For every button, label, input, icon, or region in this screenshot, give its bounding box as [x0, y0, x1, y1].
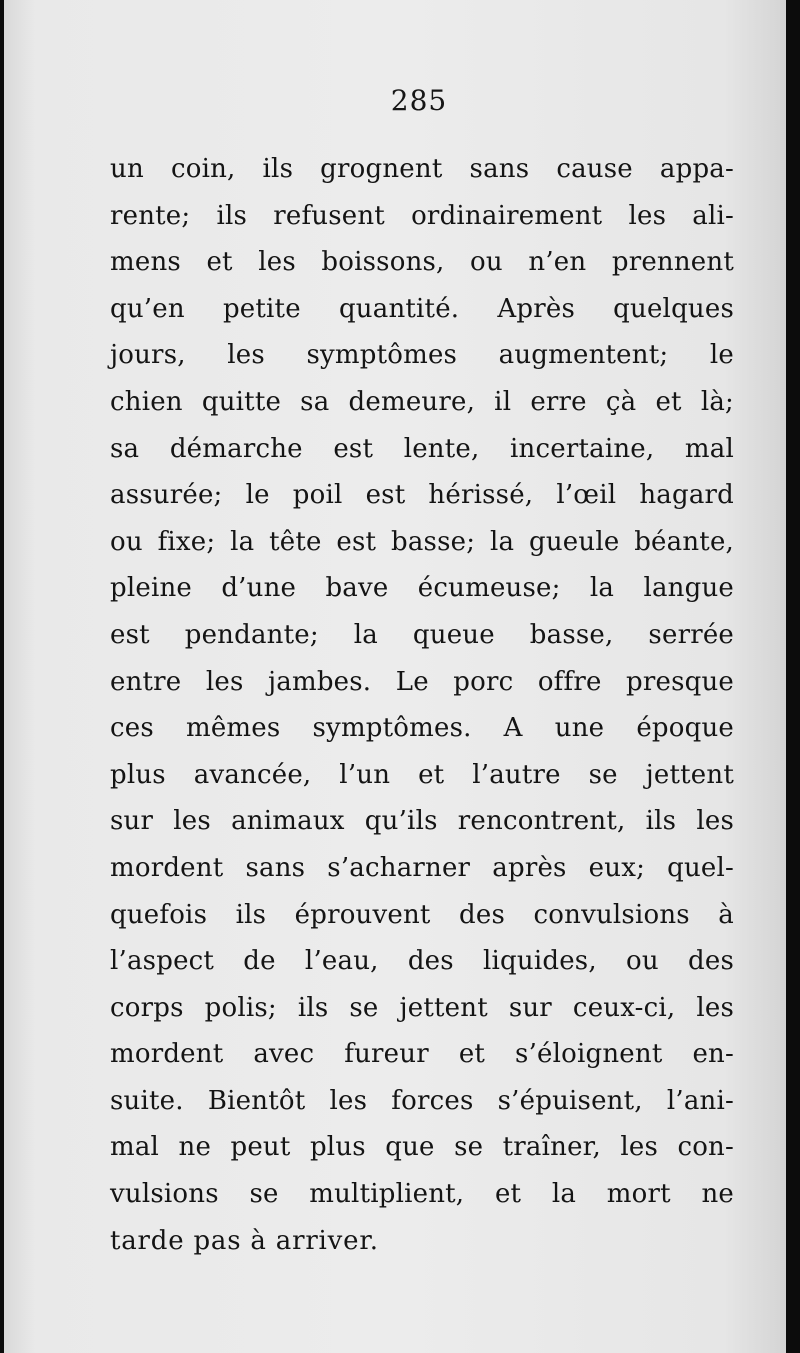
text-line: mal ne peut plus que se traîner, les con- — [110, 1132, 734, 1163]
text-line: l’aspect de l’eau, des liquides, ou des — [110, 946, 734, 977]
text-line: vulsions se multiplient, et la mort ne — [110, 1179, 734, 1210]
text-line: corps polis; ils se jettent sur ceux-ci, les — [110, 992, 734, 1023]
text-line: un coin, ils grognent sans cause appa- — [110, 154, 734, 184]
text-line: sa démarche est lente, incertaine, mal — [110, 433, 734, 464]
text-line: sur les animaux qu’ils rencontrent, ils les — [110, 806, 734, 837]
text-line: mens et les boissons, ou n’en prennent — [110, 247, 734, 278]
text-line: pleine d’une bave écumeuse; la langue — [110, 573, 734, 604]
text-line: ces mêmes symptômes. A une époque — [110, 713, 734, 744]
text-line: jours, les symptômes augmentent; le — [110, 340, 734, 371]
text-line: tarde pas à arriver. — [110, 1225, 379, 1256]
body-text — [110, 146, 734, 1264]
text-line: rente; ils refusent ordinairement les ali- — [110, 200, 734, 231]
text-line: est pendante; la queue basse, serrée — [110, 619, 734, 650]
text-line: plus avancée, l’un et l’autre se jettent — [110, 759, 734, 790]
text-line: ou fixe; la tête est basse; la gueule béante, — [110, 526, 734, 557]
text-line: chien quitte sa demeure, il erre çà et là; — [110, 386, 734, 417]
text-line: mordent sans s’acharner après eux; quel- — [110, 852, 734, 883]
text-line: suite. Bientôt les forces s’épuisent, l’ani- — [110, 1085, 734, 1116]
book-page — [4, 0, 786, 1353]
page-number: 285 — [390, 84, 448, 117]
text-line: assurée; le poil est hérissé, l’œil hagard — [110, 480, 734, 511]
text-line: entre les jambes. Le porc offre presque — [110, 666, 734, 697]
text-line: quefois ils éprouvent des convulsions à — [110, 899, 734, 930]
text-line: qu’en petite quantité. Après quelques — [110, 293, 734, 324]
text-line: mordent avec fureur et s’éloignent en- — [110, 1039, 734, 1070]
